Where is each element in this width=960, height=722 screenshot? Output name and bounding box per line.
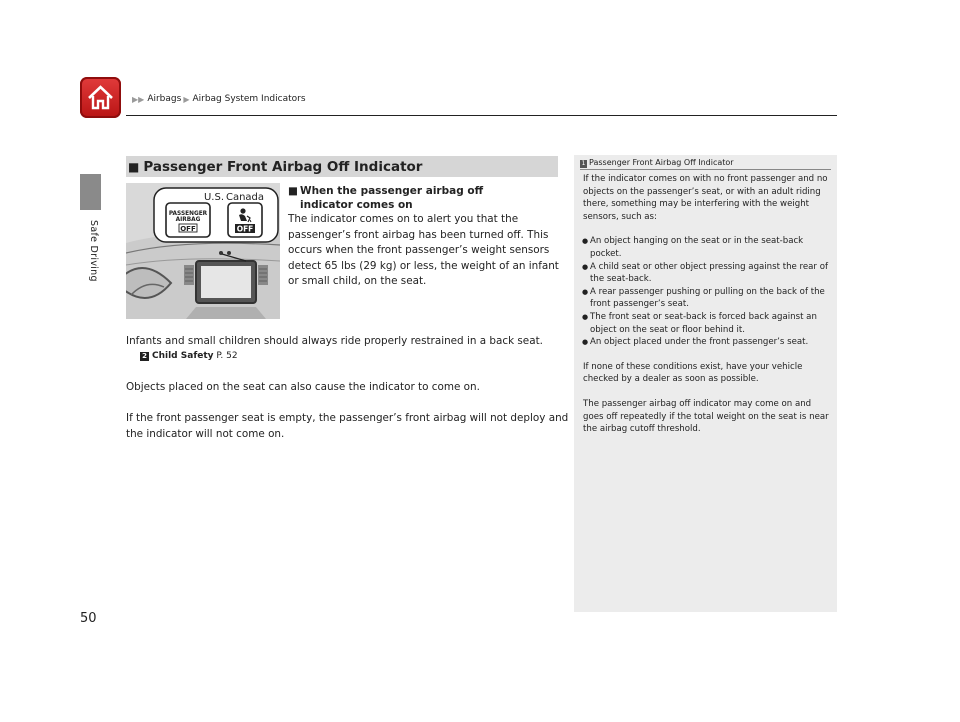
breadcrumb-arrow-icon: ▶▶ [132, 94, 145, 104]
empty-seat-paragraph: If the front passenger seat is empty, the passenger’s front airbag will not deploy and the indicator will not come on. [126, 412, 569, 440]
note-paragraph-3: The passenger airbag off indicator may come on and goes off repeatedly if the total weight on the seat is near the airbag cutoff threshold. [583, 398, 829, 435]
chapter-label: Safe Driving [88, 220, 99, 282]
page-number: 50 [80, 611, 97, 626]
note-paragraph-2: If none of these conditions exist, have your vehicle checked by a dealer as soon as possible. [583, 361, 803, 385]
list-item: ● A child seat or other object pressing against the rear of the seat-back. [583, 261, 831, 286]
infants-paragraph: Infants and small children should always ride properly restrained in a back seat. [126, 335, 543, 347]
dashboard-illustration [126, 183, 280, 319]
intro-paragraph: The indicator comes on to alert you that the passenger’s front airbag has been turned off. This occurs when the front passenger’s weight sensors detect 65 lbs (29 kg) or less, the weight of an infant or small child, on the seat. [288, 213, 559, 288]
breadcrumb [132, 94, 306, 104]
list-item: ● The front seat or seat-back is forced back against an object on the seat or floor behind it. [583, 311, 831, 336]
note-body [583, 173, 831, 448]
note-title: 1 Passenger Front Airbag Off Indicator [581, 158, 734, 167]
subheading-square-icon: ■ [288, 185, 298, 197]
dashboard-figure [126, 183, 280, 319]
objects-paragraph: Objects placed on the seat can also cause the indicator to come on. [126, 381, 480, 393]
label-us: U.S. [203, 192, 225, 203]
airbag-text: AIRBAG [175, 217, 201, 223]
list-item: ● An object hanging on the seat or in the seat-back pocket. [583, 235, 831, 260]
off-text-canada: OFF [236, 224, 254, 234]
note-rule [580, 169, 831, 170]
breadcrumb-item-airbags[interactable]: Airbags [147, 94, 182, 104]
home-icon [86, 83, 115, 112]
off-text-us: OFF [180, 225, 196, 233]
sub-heading: ■ When the passenger airbag off indicator comes on [288, 185, 484, 211]
reference-arrow-icon: 2 [140, 352, 149, 361]
header-rule [126, 115, 837, 116]
breadcrumb-item-indicators[interactable]: Airbag System Indicators [192, 94, 306, 104]
note-number: 1 [581, 160, 586, 167]
side-note-panel [574, 155, 837, 612]
list-item: ● An object placed under the front passenger’s seat. [583, 336, 831, 349]
section-square-icon: ■ [128, 159, 140, 174]
note-bullet-list [583, 235, 831, 348]
cross-reference-link[interactable] [140, 351, 238, 361]
reference-page: P. 52 [216, 351, 238, 361]
section-title-bar [126, 156, 558, 177]
note-intro: If the indicator comes on with no front passenger and no objects on the passenger’s seat, or with an adult riding there, something may be interfering with the weight sensors, such as: [583, 174, 828, 222]
passenger-text: PASSENGER [168, 211, 208, 217]
list-item: ● A rear passenger pushing or pulling on the back of the front passenger’s seat. [583, 286, 831, 311]
section-title: Passenger Front Airbag Off Indicator [143, 158, 423, 175]
reference-title: Child Safety [152, 351, 214, 361]
breadcrumb-arrow-icon: ▶ [183, 94, 190, 104]
label-canada: Canada [225, 192, 265, 203]
home-button[interactable] [80, 77, 121, 118]
chapter-tab[interactable] [80, 174, 101, 210]
